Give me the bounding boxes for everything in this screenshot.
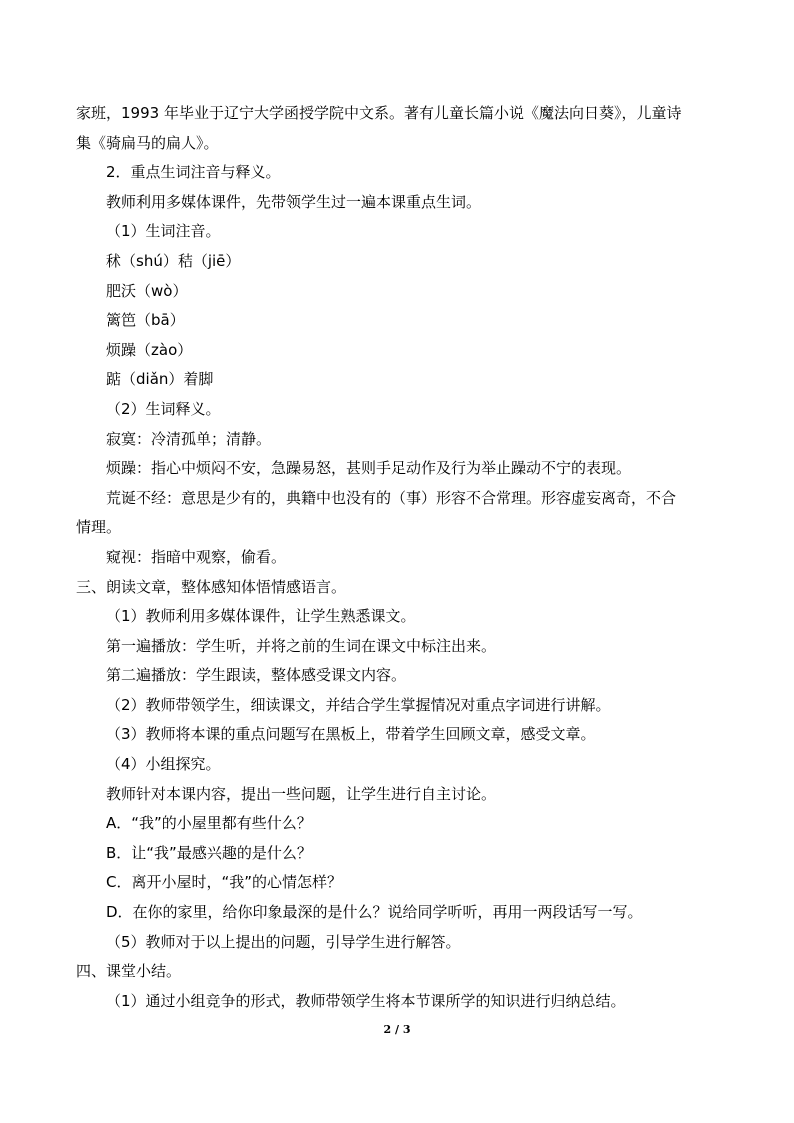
text-line: 四、课堂小结。 — [76, 962, 182, 981]
text-line: 荒诞不经：意思是少有的，典籍中也没有的（事）形容不合常理。形容虚妄离奇，不合 — [106, 488, 677, 507]
text-line: 第二遍播放：学生跟读，整体感受课文内容。 — [106, 666, 407, 685]
text-line: 踮（diǎn）着脚 — [106, 370, 214, 389]
text-line: 窥视：指暗中观察，偷看。 — [106, 547, 287, 566]
text-line: （4）小组探究。 — [106, 755, 221, 774]
text-line: 篱笆（bā） — [106, 311, 185, 330]
text-line: （1）通过小组竞争的形式，教师带领学生将本节课所学的知识进行归纳总结。 — [106, 991, 626, 1010]
text-line: 烦躁：指心中烦闷不安，急躁易怒，甚则手足动作及行为举止躁动不宁的表现。 — [106, 459, 632, 478]
page-number: 2 / 3 — [383, 1023, 411, 1036]
text-line: （2）生词释义。 — [106, 399, 221, 418]
text-line: 教师利用多媒体课件，先带领学生过一遍本课重点生词。 — [106, 192, 482, 211]
text-line: 2．重点生词注音与释义。 — [106, 163, 281, 182]
text-line: C．离开小屋时，“我”的心情怎样？ — [106, 873, 343, 892]
text-line: 教师针对本课内容，提出一些问题，让学生进行自主讨论。 — [106, 784, 497, 803]
text-line: 寂寞：冷清孤单；清静。 — [106, 429, 272, 448]
document-body — [76, 99, 722, 1016]
text-line: D．在你的家里，给你印象最深的是什么？说给同学听听，再用一两段话写一写。 — [106, 903, 643, 922]
text-line: （3）教师将本课的重点问题写在黑板上，带着学生回顾文章，感受文章。 — [106, 725, 596, 744]
text-line: 三、朗读文章，整体感知体悟情感语言。 — [76, 577, 347, 596]
text-line: （2）教师带领学生，细读课文，并结合学生掌握情况对重点字词进行讲解。 — [106, 695, 611, 714]
text-line: B．让“我”最感兴趣的是什么？ — [106, 843, 312, 862]
text-line: （1）教师利用多媒体课件，让学生熟悉课文。 — [106, 607, 416, 626]
text-line: 情理。 — [76, 518, 122, 537]
text-line: （5）教师对于以上提出的问题，引导学生进行解答。 — [106, 932, 461, 951]
text-line: 烦躁（zào） — [106, 340, 193, 359]
text-line: （1）生词注音。 — [106, 222, 221, 241]
text-line: 秫（shú）秸（jiē） — [106, 251, 241, 270]
text-line: 集《骑扁马的扁人》。 — [76, 133, 219, 152]
text-line: 肥沃（wò） — [106, 281, 188, 300]
text-line: 第一遍播放：学生听，并将之前的生词在课文中标注出来。 — [106, 636, 497, 655]
text-line: 家班，1993 年毕业于辽宁大学函授学院中文系。著有儿童长篇小说《魔法向日葵》，儿童诗 — [76, 104, 682, 122]
text-line: A．“我”的小屋里都有些什么？ — [106, 814, 312, 833]
